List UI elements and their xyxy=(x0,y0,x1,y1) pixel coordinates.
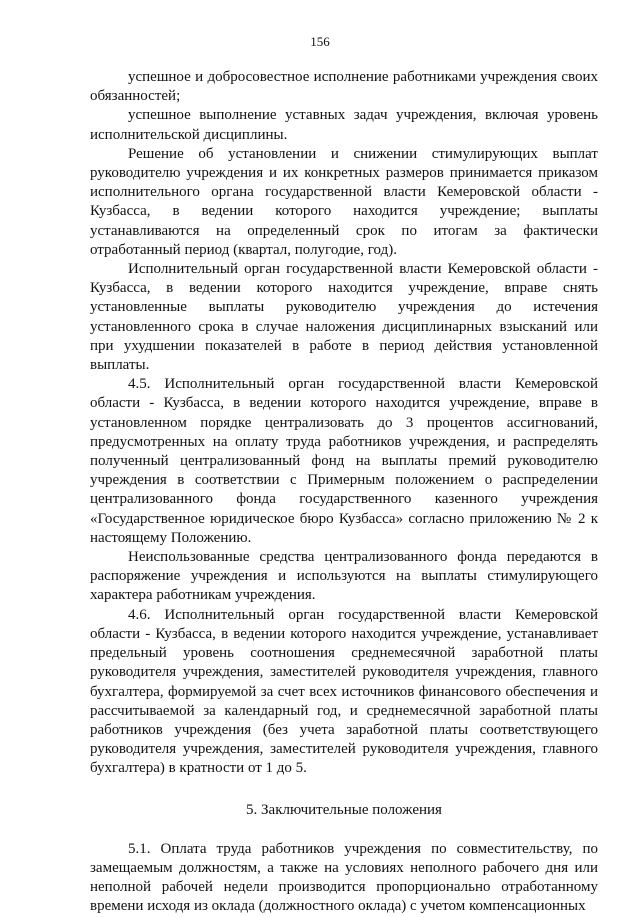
paragraph: 4.6. Исполнительный орган государственной власти Кемеровской области - Кузбасса, в ведении которого находится учреждение, устанавливает предельный уровень соотношения среднемесячной заработной платы руководителя учреждения, заместителей руководителя учреждения, главного бухгалтера, формируемой за счет всех источников финансового обеспечения и рассчитываемой за календарный год, и среднемесячной заработной платы работников учреждения (без учета заработной платы соответствующего руководителя учреждения, заместителей руководителя учреждения, главного бухгалтера) в кратности от 1 до 5. xyxy=(90,606,598,777)
paragraph: Неиспользованные средства централизованного фонда передаются в распоряжение учреждения и используются на выплаты стимулирующего характера работникам учреждения. xyxy=(90,549,598,604)
paragraph: Исполнительный орган государственной власти Кемеровской области - Кузбасса, в ведении которого находится учреждение, вправе снять установленные выплаты руководителю учреждения до истечения установленного срока в случае наложения дисциплинарных взысканий или при ухудшении показателей в работе в период действия установленной выплаты. xyxy=(90,261,598,374)
paragraph: 5.1. Оплата труда работников учреждения по совместительству, по замещаемым должностям, а также на условиях неполного рабочего дня или неполной рабочей недели производится пропорционально отработанному времени исходя из оклада (должностного оклада) с учетом компенсационных xyxy=(90,840,598,915)
paragraph: Решение об установлении и снижении стимулирующих выплат руководителю учреждения и их конкретных размеров принимается приказом исполнительного органа государственной власти Кемеровской области - Кузбасса, в ведении которого находится учреждение; выплаты устанавливаются на определенный срок по итогам за фактически отработанный период (квартал, полугодие, год). xyxy=(90,145,598,258)
paragraph: 4.5. Исполнительный орган государственной власти Кемеровской области - Кузбасса, в ведении которого находится учреждение, вправе в установленном порядке централизовать до 3 процентов ассигнований, предусмотренных на оплату труда работников учреждения, и распределять полученный централизованный фонд на выплаты премий руководителю учреждения в соответствии с Примерным положением о распределении централизованного фонда государственного казенного учреждения «Государственное юридическое бюро Кузбасса» согласно приложению № 2 к настоящему Положению. xyxy=(90,376,598,546)
page-number: 156 xyxy=(310,34,330,49)
paragraph: успешное выполнение уставных задач учреждения, включая уровень исполнительской дисциплины. xyxy=(90,107,598,143)
section-heading: 5. Заключительные положения xyxy=(246,801,442,818)
document-body xyxy=(90,68,598,917)
paragraph: успешное и добросовестное исполнение работниками учреждения своих обязанностей; xyxy=(90,69,598,105)
